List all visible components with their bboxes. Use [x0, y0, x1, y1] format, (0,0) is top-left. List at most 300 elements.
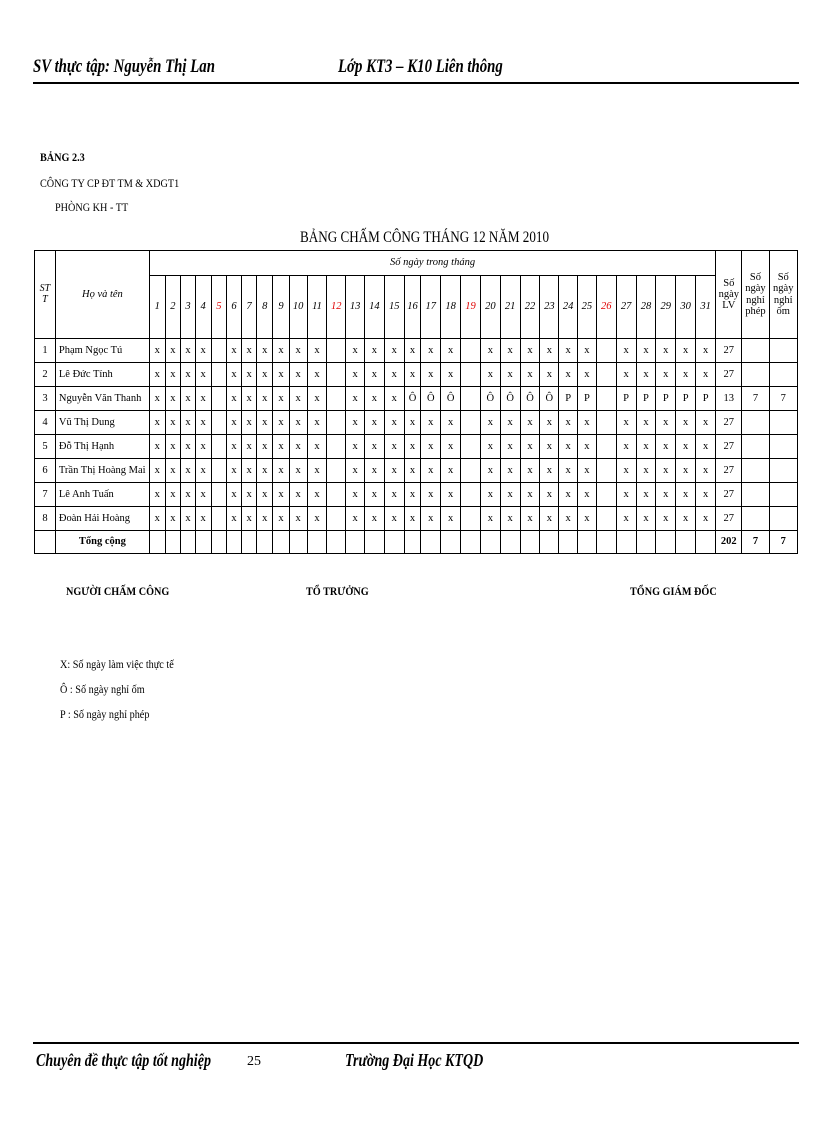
day-mark: x	[273, 459, 290, 483]
day-mark: x	[500, 339, 520, 363]
day-mark: x	[346, 435, 365, 459]
day-mark: x	[441, 411, 461, 435]
day-mark: x	[540, 363, 559, 387]
day-mark	[461, 459, 481, 483]
day-mark: x	[676, 363, 696, 387]
day-mark: x	[227, 435, 242, 459]
day-mark: x	[578, 435, 597, 459]
day-mark: x	[384, 459, 404, 483]
day-mark	[461, 363, 481, 387]
total-day-cell	[273, 531, 290, 554]
day-mark: x	[307, 339, 327, 363]
day-header-6: 6	[227, 276, 242, 339]
total-day-cell	[404, 531, 421, 554]
table-row	[35, 363, 798, 387]
day-mark: x	[421, 411, 441, 435]
day-mark: P	[696, 387, 716, 411]
day-mark: x	[500, 363, 520, 387]
row-work-days: 13	[716, 387, 742, 411]
day-mark	[596, 507, 616, 531]
header-sick-days: Số ngày nghỉ ốm	[769, 251, 797, 339]
day-mark: x	[520, 459, 540, 483]
day-mark: x	[257, 339, 273, 363]
company-name: CÔNG TY CP ĐT TM & XDGT1	[40, 176, 180, 190]
day-mark: x	[346, 459, 365, 483]
day-mark	[596, 339, 616, 363]
day-mark	[211, 435, 227, 459]
row-leave-days	[742, 411, 769, 435]
day-mark: x	[636, 459, 656, 483]
day-mark: x	[696, 339, 716, 363]
day-mark: x	[676, 483, 696, 507]
day-mark: x	[227, 459, 242, 483]
total-row	[35, 531, 798, 554]
total-day-cell	[384, 531, 404, 554]
total-day-cell	[696, 531, 716, 554]
day-mark: x	[195, 363, 211, 387]
day-mark: x	[273, 483, 290, 507]
row-stt: 8	[35, 507, 56, 531]
day-mark	[596, 411, 616, 435]
day-mark: x	[500, 435, 520, 459]
day-mark: x	[421, 339, 441, 363]
day-header-21: 21	[500, 276, 520, 339]
day-mark: x	[480, 435, 500, 459]
day-mark: x	[384, 339, 404, 363]
day-mark: x	[616, 339, 636, 363]
total-day-cell	[227, 531, 242, 554]
day-mark: x	[404, 507, 421, 531]
day-mark: x	[696, 435, 716, 459]
day-mark: x	[195, 411, 211, 435]
day-mark	[327, 339, 346, 363]
header-stt: ST T	[35, 251, 56, 339]
table-row	[35, 483, 798, 507]
day-mark: x	[346, 339, 365, 363]
day-mark: x	[441, 459, 461, 483]
day-mark: x	[195, 435, 211, 459]
day-mark: x	[520, 339, 540, 363]
day-mark	[211, 363, 227, 387]
day-mark: x	[520, 507, 540, 531]
day-mark: x	[656, 483, 676, 507]
day-header-20: 20	[480, 276, 500, 339]
day-mark: x	[289, 459, 307, 483]
day-mark: x	[636, 507, 656, 531]
day-mark: P	[656, 387, 676, 411]
day-mark: x	[520, 411, 540, 435]
day-mark: x	[181, 363, 196, 387]
row-leave-days	[742, 339, 769, 363]
day-mark: x	[195, 387, 211, 411]
day-mark: x	[441, 483, 461, 507]
day-mark: x	[559, 363, 578, 387]
day-mark: x	[307, 435, 327, 459]
table-row	[35, 411, 798, 435]
row-leave-days	[742, 363, 769, 387]
day-header-15: 15	[384, 276, 404, 339]
day-header-2: 2	[165, 276, 181, 339]
signature-team-leader: TỔ TRƯỞNG	[306, 584, 369, 598]
row-work-days: 27	[716, 411, 742, 435]
day-mark: x	[421, 435, 441, 459]
row-stt: 1	[35, 339, 56, 363]
day-mark: x	[520, 483, 540, 507]
total-sick: 7	[769, 531, 797, 554]
signature-timekeeper: NGƯỜI CHẤM CÔNG	[66, 584, 170, 598]
day-header-17: 17	[421, 276, 441, 339]
day-header-22: 22	[520, 276, 540, 339]
day-mark: x	[696, 483, 716, 507]
day-mark	[327, 483, 346, 507]
day-mark: x	[227, 483, 242, 507]
day-mark: x	[289, 435, 307, 459]
day-mark: x	[578, 483, 597, 507]
day-mark: x	[181, 459, 196, 483]
total-day-cell	[165, 531, 181, 554]
day-mark: x	[656, 411, 676, 435]
day-mark	[461, 339, 481, 363]
day-mark: x	[540, 507, 559, 531]
day-mark	[461, 387, 481, 411]
total-day-cell	[181, 531, 196, 554]
day-mark: x	[364, 387, 384, 411]
day-mark	[211, 411, 227, 435]
day-mark	[596, 387, 616, 411]
day-mark	[596, 483, 616, 507]
header-student: SV thực tập: Nguyễn Thị Lan	[33, 56, 215, 77]
day-mark: x	[346, 411, 365, 435]
row-stt: 6	[35, 459, 56, 483]
day-mark: x	[559, 483, 578, 507]
row-work-days: 27	[716, 363, 742, 387]
day-mark: x	[364, 459, 384, 483]
day-mark	[461, 435, 481, 459]
day-mark: x	[676, 459, 696, 483]
day-mark: x	[480, 459, 500, 483]
day-mark: x	[384, 387, 404, 411]
day-mark: x	[636, 483, 656, 507]
day-mark: x	[257, 483, 273, 507]
day-header-3: 3	[181, 276, 196, 339]
day-mark: x	[676, 411, 696, 435]
day-header-31: 31	[696, 276, 716, 339]
day-mark: x	[165, 435, 181, 459]
day-header-7: 7	[241, 276, 257, 339]
day-mark: x	[227, 507, 242, 531]
total-label: Tổng cộng	[55, 531, 149, 554]
total-day-cell	[559, 531, 578, 554]
total-empty	[35, 531, 56, 554]
day-mark: x	[149, 411, 165, 435]
day-mark: x	[421, 459, 441, 483]
day-header-19: 19	[461, 276, 481, 339]
total-day-cell	[480, 531, 500, 554]
row-stt: 2	[35, 363, 56, 387]
day-header-5: 5	[211, 276, 227, 339]
day-mark: x	[676, 507, 696, 531]
day-mark: x	[696, 507, 716, 531]
day-mark: x	[241, 411, 257, 435]
total-day-cell	[149, 531, 165, 554]
day-mark: x	[540, 411, 559, 435]
day-mark: x	[227, 339, 242, 363]
day-header-23: 23	[540, 276, 559, 339]
row-name: Nguyễn Văn Thanh	[55, 387, 149, 411]
row-name: Đoàn Hải Hoàng	[55, 507, 149, 531]
day-mark: x	[656, 507, 676, 531]
row-stt: 5	[35, 435, 56, 459]
day-mark: x	[500, 483, 520, 507]
day-mark: x	[540, 459, 559, 483]
day-mark	[211, 507, 227, 531]
day-header-14: 14	[364, 276, 384, 339]
day-mark: x	[480, 411, 500, 435]
header-rule	[33, 82, 799, 84]
day-mark: x	[364, 435, 384, 459]
row-name: Đỗ Thị Hạnh	[55, 435, 149, 459]
day-mark: x	[441, 363, 461, 387]
total-day-cell	[327, 531, 346, 554]
day-mark: x	[149, 339, 165, 363]
row-name: Lê Đức Tính	[55, 363, 149, 387]
day-mark: x	[346, 387, 365, 411]
day-mark: x	[578, 339, 597, 363]
day-header-9: 9	[273, 276, 290, 339]
total-day-cell	[578, 531, 597, 554]
day-mark: x	[241, 387, 257, 411]
day-mark: x	[540, 339, 559, 363]
day-mark	[327, 507, 346, 531]
day-mark: x	[616, 483, 636, 507]
day-mark: x	[307, 363, 327, 387]
day-mark: x	[404, 435, 421, 459]
day-mark: x	[656, 363, 676, 387]
day-mark: x	[421, 363, 441, 387]
day-mark: x	[257, 411, 273, 435]
day-mark: x	[578, 411, 597, 435]
day-mark: x	[364, 507, 384, 531]
day-mark: x	[441, 435, 461, 459]
day-mark: x	[421, 507, 441, 531]
day-mark: x	[676, 435, 696, 459]
day-mark: x	[273, 411, 290, 435]
day-mark: x	[384, 411, 404, 435]
day-mark: x	[195, 459, 211, 483]
day-mark: x	[616, 411, 636, 435]
day-mark	[461, 411, 481, 435]
row-work-days: 27	[716, 435, 742, 459]
day-mark: x	[165, 339, 181, 363]
day-mark: x	[656, 459, 676, 483]
day-mark: x	[195, 507, 211, 531]
day-mark: x	[181, 411, 196, 435]
attendance-table	[34, 250, 798, 554]
total-day-cell	[636, 531, 656, 554]
day-mark: x	[696, 459, 716, 483]
row-sick-days	[769, 435, 797, 459]
day-mark: x	[636, 363, 656, 387]
legend-sick: Ô : Số ngày nghỉ ốm	[60, 682, 145, 696]
day-mark	[327, 459, 346, 483]
row-name: Phạm Ngọc Tú	[55, 339, 149, 363]
day-mark: x	[257, 387, 273, 411]
day-mark: x	[480, 507, 500, 531]
total-day-cell	[676, 531, 696, 554]
day-mark: x	[273, 387, 290, 411]
day-mark: x	[656, 435, 676, 459]
day-mark: x	[384, 483, 404, 507]
day-mark: x	[346, 483, 365, 507]
total-day-cell	[307, 531, 327, 554]
day-mark: x	[289, 339, 307, 363]
day-mark: x	[273, 339, 290, 363]
header-class: Lớp KT3 – K10 Liên thông	[338, 56, 503, 77]
day-mark: x	[257, 459, 273, 483]
day-mark: x	[676, 339, 696, 363]
day-mark	[327, 363, 346, 387]
day-mark: x	[559, 507, 578, 531]
day-mark: x	[273, 363, 290, 387]
total-day-cell	[195, 531, 211, 554]
day-mark: x	[404, 363, 421, 387]
day-mark: x	[241, 363, 257, 387]
day-mark: x	[227, 387, 242, 411]
total-day-cell	[461, 531, 481, 554]
footer-rule	[33, 1042, 799, 1044]
day-mark: x	[227, 363, 242, 387]
day-mark: x	[181, 339, 196, 363]
total-day-cell	[289, 531, 307, 554]
day-mark: x	[195, 339, 211, 363]
day-mark	[596, 459, 616, 483]
total-day-cell	[241, 531, 257, 554]
day-mark: x	[289, 387, 307, 411]
total-day-cell	[421, 531, 441, 554]
day-mark: x	[364, 363, 384, 387]
day-mark: x	[165, 411, 181, 435]
day-mark: x	[480, 363, 500, 387]
day-mark: x	[441, 507, 461, 531]
day-mark: x	[559, 339, 578, 363]
day-mark: x	[149, 387, 165, 411]
day-mark	[596, 435, 616, 459]
day-mark: x	[578, 459, 597, 483]
day-header-28: 28	[636, 276, 656, 339]
total-day-cell	[616, 531, 636, 554]
day-header-25: 25	[578, 276, 597, 339]
day-mark: P	[676, 387, 696, 411]
day-header-12: 12	[327, 276, 346, 339]
day-header-11: 11	[307, 276, 327, 339]
day-header-13: 13	[346, 276, 365, 339]
legend-work: X: Số ngày làm việc thực tế	[60, 657, 174, 671]
day-mark: x	[421, 483, 441, 507]
day-mark: x	[241, 339, 257, 363]
day-mark: x	[441, 339, 461, 363]
row-work-days: 27	[716, 459, 742, 483]
day-mark: x	[636, 435, 656, 459]
day-mark: x	[520, 435, 540, 459]
row-sick-days: 7	[769, 387, 797, 411]
day-mark: x	[257, 507, 273, 531]
day-header-30: 30	[676, 276, 696, 339]
row-leave-days	[742, 435, 769, 459]
day-mark: x	[307, 387, 327, 411]
legend-leave: P : Số ngày nghỉ phép	[60, 707, 150, 721]
day-mark: x	[181, 507, 196, 531]
day-mark: x	[165, 363, 181, 387]
day-mark: x	[500, 411, 520, 435]
total-day-cell	[500, 531, 520, 554]
day-mark: x	[384, 435, 404, 459]
table-row	[35, 387, 798, 411]
table-number: BẢNG 2.3	[40, 150, 85, 164]
day-mark	[211, 483, 227, 507]
row-sick-days	[769, 507, 797, 531]
day-mark: x	[384, 507, 404, 531]
day-mark: x	[227, 411, 242, 435]
total-day-cell	[211, 531, 227, 554]
day-header-26: 26	[596, 276, 616, 339]
department-name: PHÒNG KH - TT	[55, 200, 129, 214]
day-mark	[461, 483, 481, 507]
footer-title: Chuyên đề thực tập tốt nghiệp	[36, 1050, 211, 1070]
day-header-10: 10	[289, 276, 307, 339]
day-mark	[327, 435, 346, 459]
table-row	[35, 507, 798, 531]
day-mark: x	[257, 363, 273, 387]
total-day-cell	[596, 531, 616, 554]
day-mark	[211, 387, 227, 411]
day-mark: x	[404, 459, 421, 483]
day-mark	[596, 363, 616, 387]
row-name: Vũ Thị Dung	[55, 411, 149, 435]
day-mark: x	[181, 435, 196, 459]
day-header-4: 4	[195, 276, 211, 339]
day-mark: x	[578, 507, 597, 531]
day-mark	[211, 339, 227, 363]
total-day-cell	[520, 531, 540, 554]
table-title: BẢNG CHẤM CÔNG THÁNG 12 NĂM 2010	[300, 229, 550, 246]
day-mark: x	[289, 411, 307, 435]
day-mark: x	[257, 435, 273, 459]
day-mark: x	[559, 411, 578, 435]
day-mark: x	[404, 483, 421, 507]
table-row	[35, 435, 798, 459]
day-mark: x	[480, 339, 500, 363]
signature-director: TỔNG GIÁM ĐỐC	[630, 584, 717, 598]
day-mark: Ô	[480, 387, 500, 411]
total-day-cell	[364, 531, 384, 554]
row-leave-days	[742, 459, 769, 483]
row-stt: 4	[35, 411, 56, 435]
day-mark: x	[149, 483, 165, 507]
day-mark: x	[364, 411, 384, 435]
day-mark: x	[307, 507, 327, 531]
day-mark: x	[384, 363, 404, 387]
day-mark: x	[404, 411, 421, 435]
row-stt: 3	[35, 387, 56, 411]
total-day-cell	[441, 531, 461, 554]
day-mark: x	[273, 507, 290, 531]
day-mark: x	[346, 507, 365, 531]
day-mark: x	[241, 507, 257, 531]
row-sick-days	[769, 363, 797, 387]
day-mark	[461, 507, 481, 531]
day-mark: x	[480, 483, 500, 507]
day-header-24: 24	[559, 276, 578, 339]
